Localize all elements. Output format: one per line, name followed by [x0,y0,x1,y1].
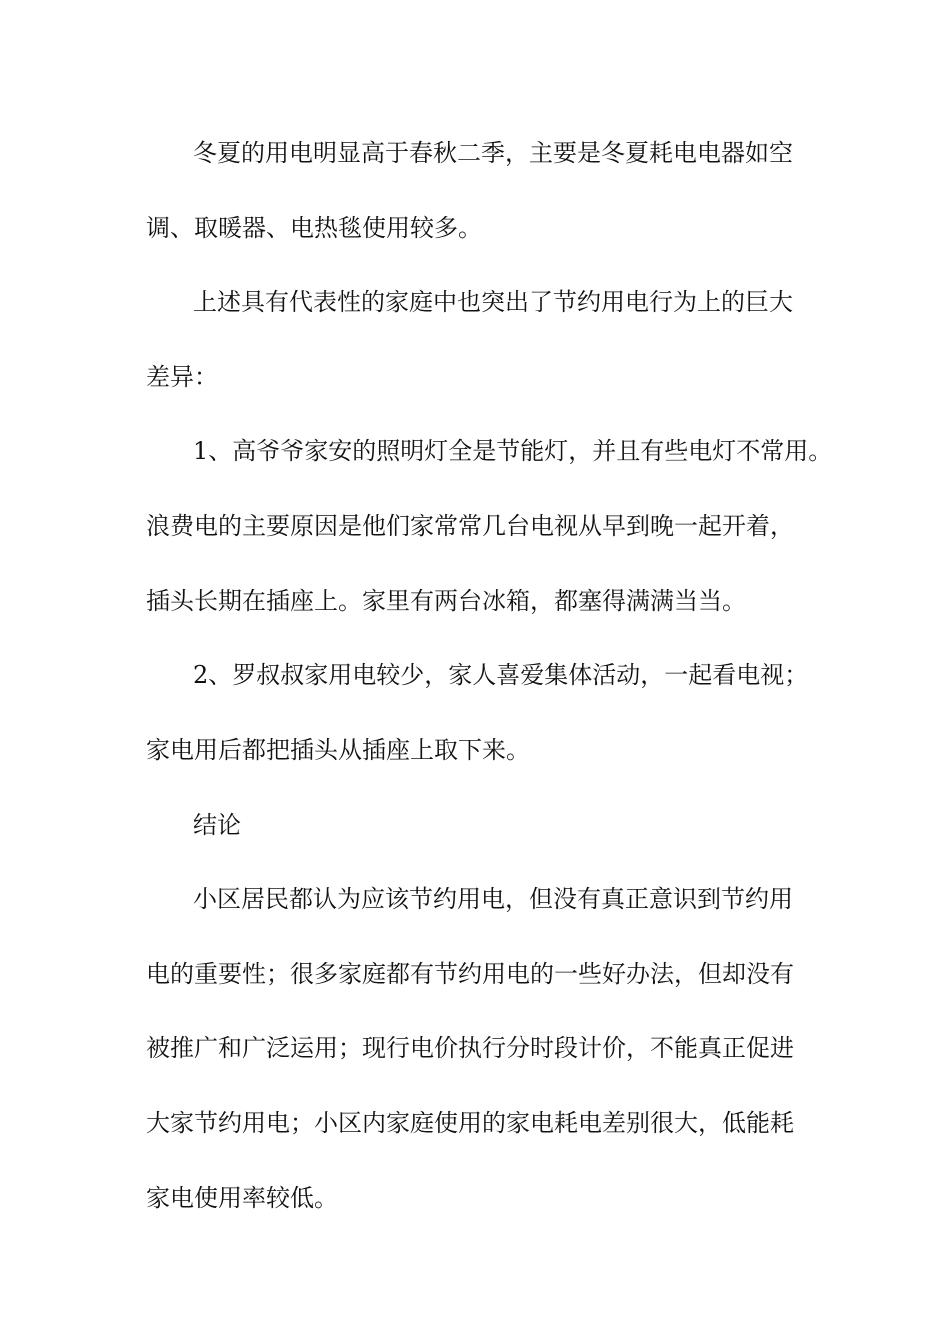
list-item-2-line-1: 2、罗叔叔家用电较少，家人喜爱集体活动，一起看电视； [193,661,809,689]
paragraph-2-line-2: 差异： [146,363,218,391]
paragraph-2-line-1: 上述具有代表性的家庭中也突出了节约用电行为上的巨大 [193,288,793,316]
conclusion-line-5: 家电使用率较低。 [146,1184,338,1212]
section-heading-conclusion: 结论 [193,811,241,839]
paragraph-1-line-1: 冬夏的用电明显高于春秋二季，主要是冬夏耗电电器如空 [193,139,793,167]
conclusion-line-2: 电的重要性；很多家庭都有节约用电的一些好办法，但却没有 [146,960,794,988]
list-item-1-line-3: 插头长期在插座上。家里有两台冰箱，都塞得满满当当。 [146,587,746,615]
paragraph-1-line-2: 调、取暖器、电热毯使用较多。 [146,214,482,242]
list-item-2-line-2: 家电用后都把插头从插座上取下来。 [146,736,530,764]
list-item-1-line-2: 浪费电的主要原因是他们家常常几台电视从早到晚一起开着， [146,512,794,540]
conclusion-line-1: 小区居民都认为应该节约用电，但没有真正意识到节约用 [193,885,793,913]
conclusion-line-4: 大家节约用电；小区内家庭使用的家电耗电差别很大，低能耗 [146,1109,794,1137]
conclusion-line-3: 被推广和广泛运用；现行电价执行分时段计价，不能真正促进 [146,1034,794,1062]
list-item-1-line-1: 1、高爷爷家安的照明灯全是节能灯，并且有些电灯不常用。 [193,437,833,465]
